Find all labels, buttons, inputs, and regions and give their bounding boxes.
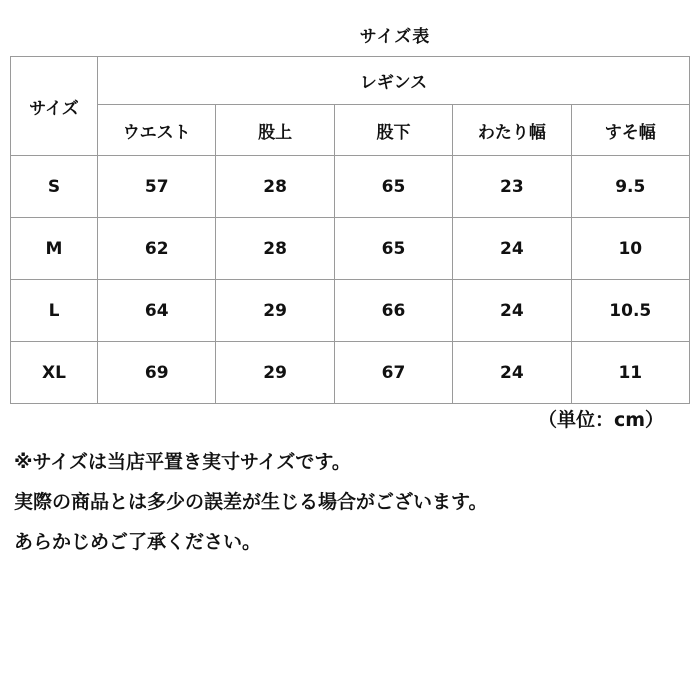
- table-cell: 64: [98, 280, 216, 342]
- column-header-inseam: 股下: [334, 105, 452, 156]
- table-cell: 24: [453, 218, 571, 280]
- table-cell: 10.5: [571, 280, 689, 342]
- note-line: 実際の商品とは多少の誤差が生じる場合がございます。: [14, 491, 488, 513]
- table-cell: 29: [216, 280, 334, 342]
- table-cell: 10: [571, 218, 689, 280]
- table-cell: 28: [216, 218, 334, 280]
- table-cell: 66: [334, 280, 452, 342]
- note-line: ※サイズは当店平置き実寸サイズです。: [14, 451, 351, 473]
- page-title: サイズ表: [359, 27, 431, 47]
- table-cell: 29: [216, 342, 334, 404]
- table-row: [11, 280, 690, 342]
- table-cell: 62: [98, 218, 216, 280]
- size-label: XL: [11, 342, 98, 404]
- table-cell: 65: [334, 156, 452, 218]
- column-header-thigh: わたり幅: [453, 105, 571, 156]
- size-header-cell: サイズ: [11, 57, 98, 156]
- table-cell: 24: [453, 342, 571, 404]
- table-cell: 67: [334, 342, 452, 404]
- group-header-cell: レギンス: [98, 57, 690, 105]
- table-cell: 24: [453, 280, 571, 342]
- table-cell: 23: [453, 156, 571, 218]
- table-cell: 11: [571, 342, 689, 404]
- table-cell: 57: [98, 156, 216, 218]
- table-cell: 9.5: [571, 156, 689, 218]
- table-header-row: [11, 57, 690, 105]
- size-label: M: [11, 218, 98, 280]
- column-header-waist: ウエスト: [98, 105, 216, 156]
- note-line: あらかじめご了承ください。: [14, 531, 262, 553]
- size-table: [10, 56, 690, 404]
- table-cell: 28: [216, 156, 334, 218]
- table-cell: 65: [334, 218, 452, 280]
- table-row: [11, 156, 690, 218]
- table-cell: 69: [98, 342, 216, 404]
- column-header-hem: すそ幅: [571, 105, 689, 156]
- size-label: S: [11, 156, 98, 218]
- table-subheader-row: [11, 105, 690, 156]
- notes: [14, 448, 694, 568]
- size-label: L: [11, 280, 98, 342]
- table-row: [11, 218, 690, 280]
- column-header-rise: 股上: [216, 105, 334, 156]
- table-row: [11, 342, 690, 404]
- unit-label: （単位：cm）: [537, 409, 664, 431]
